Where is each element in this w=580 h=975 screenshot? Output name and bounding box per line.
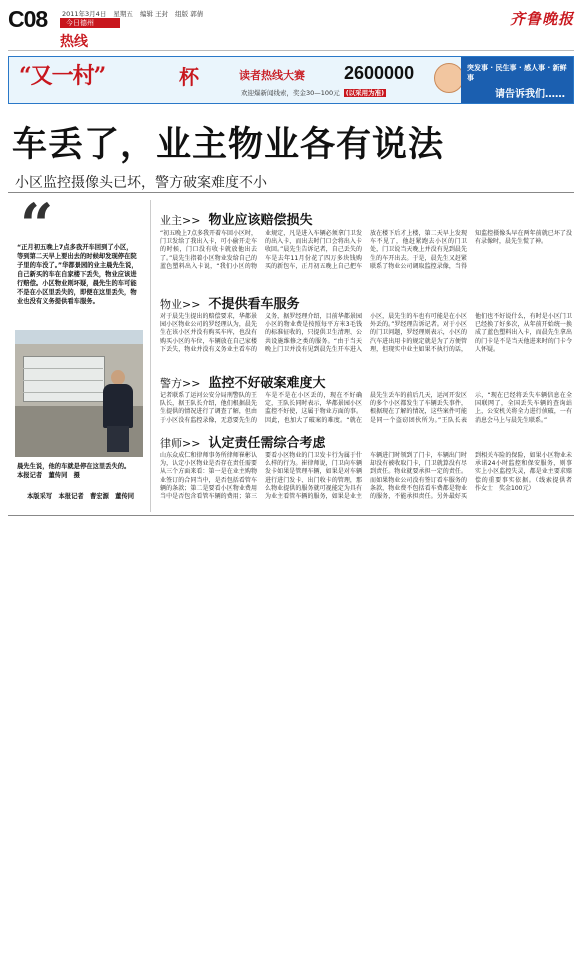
ad-slogan: “又一村”: [19, 63, 106, 89]
column-name: 热线: [60, 34, 88, 50]
issue-weekday: 星期五: [113, 10, 133, 18]
police-tag: 警方>>: [160, 377, 201, 390]
issue-date: 2011年3月4日: [62, 10, 107, 18]
ad-subtitle: [241, 88, 386, 97]
article-headline: 车丢了，业主物业各有说法: [12, 124, 445, 165]
photo-door-line: [23, 380, 103, 381]
location-label: 今日德州: [60, 18, 120, 28]
newspaper-logo: 齐鲁晚报: [509, 10, 574, 28]
photo-door-line: [23, 368, 103, 369]
phone-operator-icon: [434, 63, 464, 93]
layout-credit: 组版 郭倩: [175, 10, 204, 18]
ad-cup: 杯: [179, 65, 199, 89]
photo-person-head: [111, 370, 125, 385]
owner-subhead: [160, 209, 312, 228]
ad-sub-text: 欢迎爆新闻线索，奖金30—100元: [241, 89, 340, 97]
ad-sub-badge: (以采用为准): [345, 89, 385, 97]
lawyer-title: 认定责任需综合考虑: [208, 436, 326, 451]
property-title: 不提供看车服务: [208, 297, 300, 312]
property-subhead: [160, 293, 299, 312]
article-lead: “正月初五晚上7点多我开车回到了小区，等到第二天早上要出去的时候却发现停在院子里的车没了。”华都景园的业主晨先生说，自己新买的车在自家楼下丢失，物业应该进行赔偿。小区物业则坏疑，晨先生的车可能不是在小区里丢失的，即便在这里丢失，物业也没有义务提供看车服务。: [17, 244, 138, 305]
editor-credit: 编辑 王封: [139, 10, 169, 18]
photo-person-legs: [107, 426, 129, 452]
police-title: 监控不好破案难度大: [208, 376, 326, 391]
ad-prize: 2600000: [344, 63, 415, 83]
page-header: [8, 6, 574, 50]
ad-right-panel: [461, 57, 573, 103]
photo-garage-door: [23, 356, 105, 402]
lawyer-body: 山东众成仁和律师事务所律师崔彬认为，认定小区物业是否存在责任需要从三个方面来看：第一是在业主购物业签订的合同当中，是否包括看管车辆的条款；第二是要看小区物业费用当中是否包含看管车辆的费用；第三要看小区物业的门卫发卡行为属于什么样的行为。崔律师说，门卫向车辆发卡如果是管理车辆，如果是对车辆进行进门发卡、出门收卡的管理，那么物业提供的服务就可视能定为具有为业主看管车辆的服务，如果是业主车辆进门时领到了门卡，车辆出门时却没有被收取门卡，门卫就算没有尽到责任。物业就要承担一定的责任。而如果物业公司没有签订看车服务的条款，物业费不包括看车费都是物业的服务，不能承担责任。另外最好买到相关车险的保险，如果小区物业未承诺24小时监控和保安服务，则事实上小区监控失灵，都是业主要求赔偿的重要事实依据。（线索提供者 作女士 奖金100元）: [160, 452, 579, 501]
article-deck: 小区监控摄像头已坏，警方破案难度不小: [15, 175, 267, 191]
quote-mark-icon: “: [20, 191, 54, 259]
article-byline: 本版采写 本报记者 曹宏源 董传同: [27, 493, 135, 500]
reader-hotline-ad[interactable]: [8, 56, 574, 104]
header-divider: [8, 50, 574, 51]
owner-tag: 业主>>: [160, 214, 201, 227]
ad-call: 请告诉我们……: [495, 89, 565, 100]
photo-person-body: [103, 384, 133, 428]
property-tag: 物业>>: [160, 298, 201, 311]
issue-info: [62, 9, 208, 18]
ad-title: 读者热线大赛: [239, 69, 305, 82]
ad-tags: 突发事 · 民生事 · 感人事 · 新鲜事: [467, 64, 567, 82]
police-subhead: [160, 372, 325, 391]
police-body: 记者联系了运河公安分局刑警队的王队长，据王队长介绍，他们根据晨先生提供的情况进行了调查了解，但由于小区没有监控录像，无意要先生的车是不是在小区丢的，现在不好确定，王队长同时表示，华都景园小区监控不好使，这属于物业方面的事。因此，也加大了破案的难度。“就在晨先生丢车的前后几天，运河开发区的多个小区都发生了车辆丢失事件，根据现在了解的情况，这些案件可能是同一个盗窃团伙所为。”王队长表示，“现在已经将丢失车辆信息在全国联网了，全国丢失车辆的查询站上，公安机关将全力进行侦破，一有消息会马上与晨先生联系。”: [160, 392, 572, 424]
lawyer-tag: 律师>>: [160, 437, 201, 450]
owner-title: 物业应该赔偿损失: [208, 213, 313, 228]
column-divider: [150, 200, 151, 512]
photo-door-line: [23, 392, 103, 393]
page-number: C08: [8, 6, 48, 32]
photo-caption: 晨先生说，他的车就是停在这里丢失的。 本报记者 董传同 摄: [17, 463, 140, 479]
lawyer-subhead: [160, 432, 325, 451]
owner-body: “初五晚上7点多我开着车回小区时，门卫发给了我出入卡，可小偷开走车的时候，门口没有收卡就放他出去了。”晨先生指着小区物业发给自己的蓝色塑料出入卡说，“我们小区的物业规定，凡是进入车辆必须拿门卫发的出入卡，而出去时门口会将出入卡收回。”晨先生告诉记者，自己丢失的车是去年11月份花了四万多块钱购买的新包车，正月初五晚上自己把车放在楼下后才上楼，第二天早上发现车不见了，他赶紧跑去小区的门卫处，门卫说当天晚上并没有见到晨先生的车开出去。于是，晨先生又赶紧联系了物业公司调取监控录像，当得知监控摄像头早在两年前就已坏了没有录像时，晨先生慌了神。: [160, 230, 572, 270]
property-body: 对于晨先生提出的赔偿要求，华都景园小区物业公司的罗经理认为，晨先生在该小区并没有购买车库，也没有购买小区的车位，车辆放在自己家楼下丢失，物业并没有义务业主看车的义务，据罗经理介绍，目前华都景园小区的物业费是按照每平方米3毛钱的标准征收的，只提供卫生清理、公共设施维修之类的服务。“由于当天晚上门卫并没有见到晨先生开车进入小区，晨先生的车也有可能是在小区外丢的。”罗经理告诉记者。对于小区的门卫问题，罗经理则表示，小区的汽车进出用卡的规定就是为了方便管理，但现实中业主如果不执行的话，他们也不好说什么，有时是小区门卫已经换了好多次，从年前开始统一换成了蓝色塑料出入卡，而晨先生拿出的门卡是不是当天他进来时的门卡令人怀疑。: [160, 313, 572, 353]
article-photo[interactable]: [15, 330, 143, 457]
